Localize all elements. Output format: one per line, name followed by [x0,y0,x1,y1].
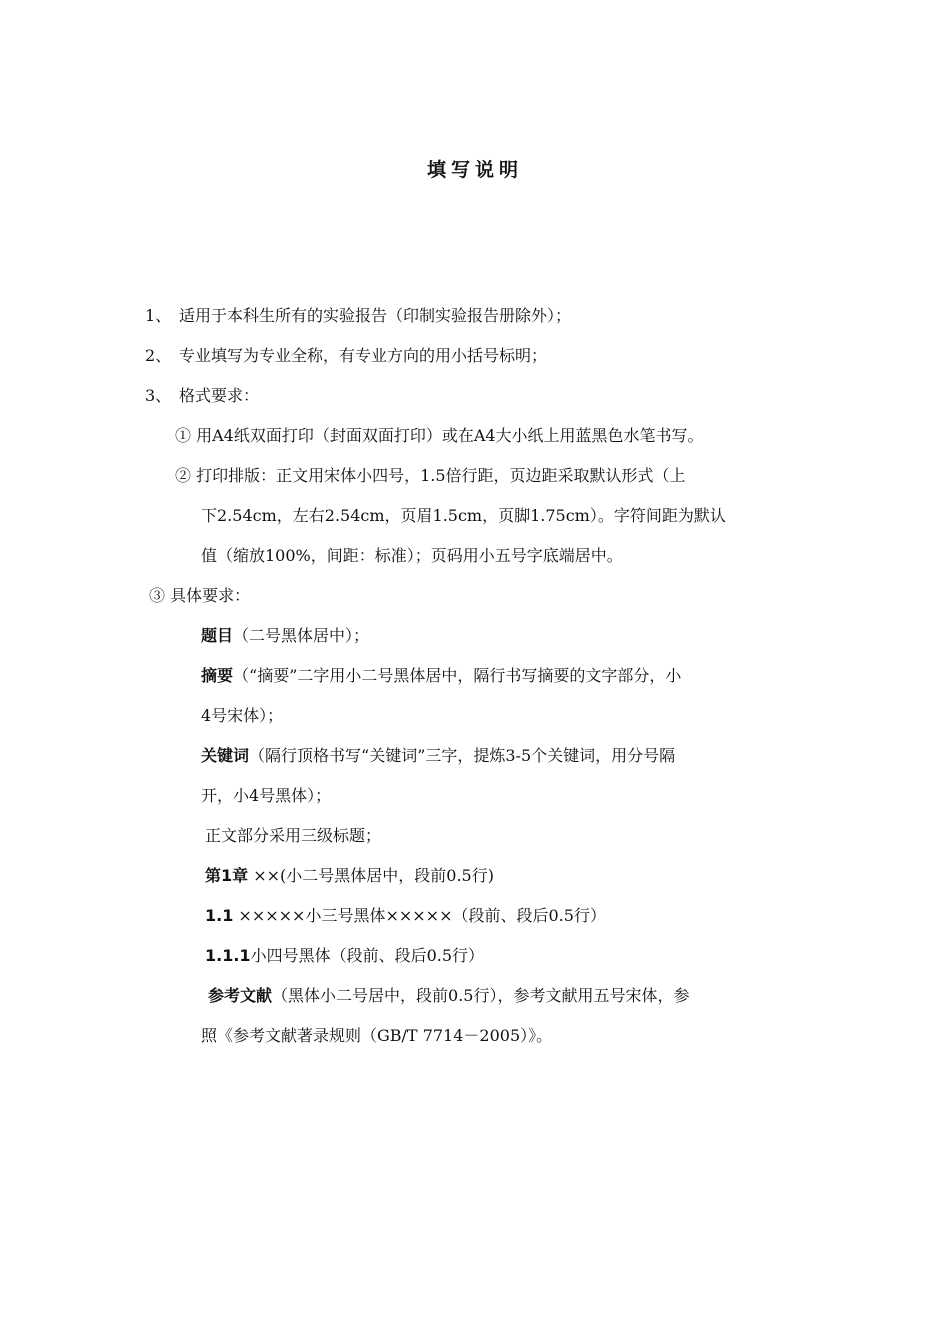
requirement-keywords-line-2: 开，小4号黑体）； [201,786,332,805]
label-bold: 1.1.1 [205,946,251,965]
label-bold: 题目 [201,626,234,645]
instruction-item-2 [145,345,547,367]
format-requirement-3: ③ 具体要求： [149,586,251,605]
format-requirement-2-line-2: 下2.54cm，左右2.54cm，页眉1.5cm，页脚1.75cm）。字符间距为默认 [201,506,726,525]
label-text: （二号黑体居中）； [233,626,370,645]
label-bold: 摘要 [201,666,234,685]
instruction-item-1 [145,305,571,327]
requirement-subsection [205,945,484,967]
requirement-chapter [205,865,494,887]
label-text: 小四号黑体（段前、段后0.5行） [250,946,485,965]
item-text: 专业填写为专业全称，有专业方向的用小括号标明； [179,346,548,365]
item-number: 1、 [145,306,172,325]
requirement-section [205,905,606,927]
label-bold: 第1章 [205,866,249,885]
requirement-title [201,625,369,647]
label-text: ××(小二号黑体居中，段前0.5行) [248,866,494,885]
requirement-keywords-line-1 [201,745,675,767]
requirement-abstract-line-2: 4号宋体）； [201,706,284,725]
format-requirement-1: ① 用A4纸双面打印（封面双面打印）或在A4大小纸上用蓝黑色水笔书写。 [175,426,704,445]
label-bold: 参考文献 [208,986,273,1005]
requirement-references-line-2: 照《参考文献著录规则（GB/T 7714－2005）》。 [201,1026,553,1045]
label-bold: 1.1 [205,906,234,925]
item-text: 格式要求： [179,386,260,405]
item-text: 适用于本科生所有的实验报告（印制实验报告册除外）； [179,306,572,325]
instruction-item-3 [145,385,259,407]
label-text: （黑体小二号居中，段前0.5行），参考文献用五号宋体，参 [272,986,690,1005]
label-bold: 关键词 [201,746,250,765]
label-text: （隔行顶格书写“关键词”三字，提炼3-5个关键词，用分号隔 [249,746,676,765]
label-text: （“摘要”二字用小二号黑体居中，隔行书写摘要的文字部分，小 [233,666,682,685]
requirement-abstract-line-1 [201,665,681,687]
requirement-body: 正文部分采用三级标题； [205,826,382,845]
page-title: 填写说明 [426,159,523,181]
format-requirement-2-line-3: 值（缩放100%，间距：标准）；页码用小五号字底端居中。 [201,546,623,565]
item-number: 3、 [145,386,172,405]
item-number: 2、 [145,346,172,365]
format-requirement-2-line-1: ② 打印排版：正文用宋体小四号，1.5倍行距，页边距采取默认形式（上 [175,466,686,485]
requirement-references-line-1 [208,985,689,1007]
label-text: ×××××小三号黑体×××××（段前、段后0.5行） [233,906,606,925]
